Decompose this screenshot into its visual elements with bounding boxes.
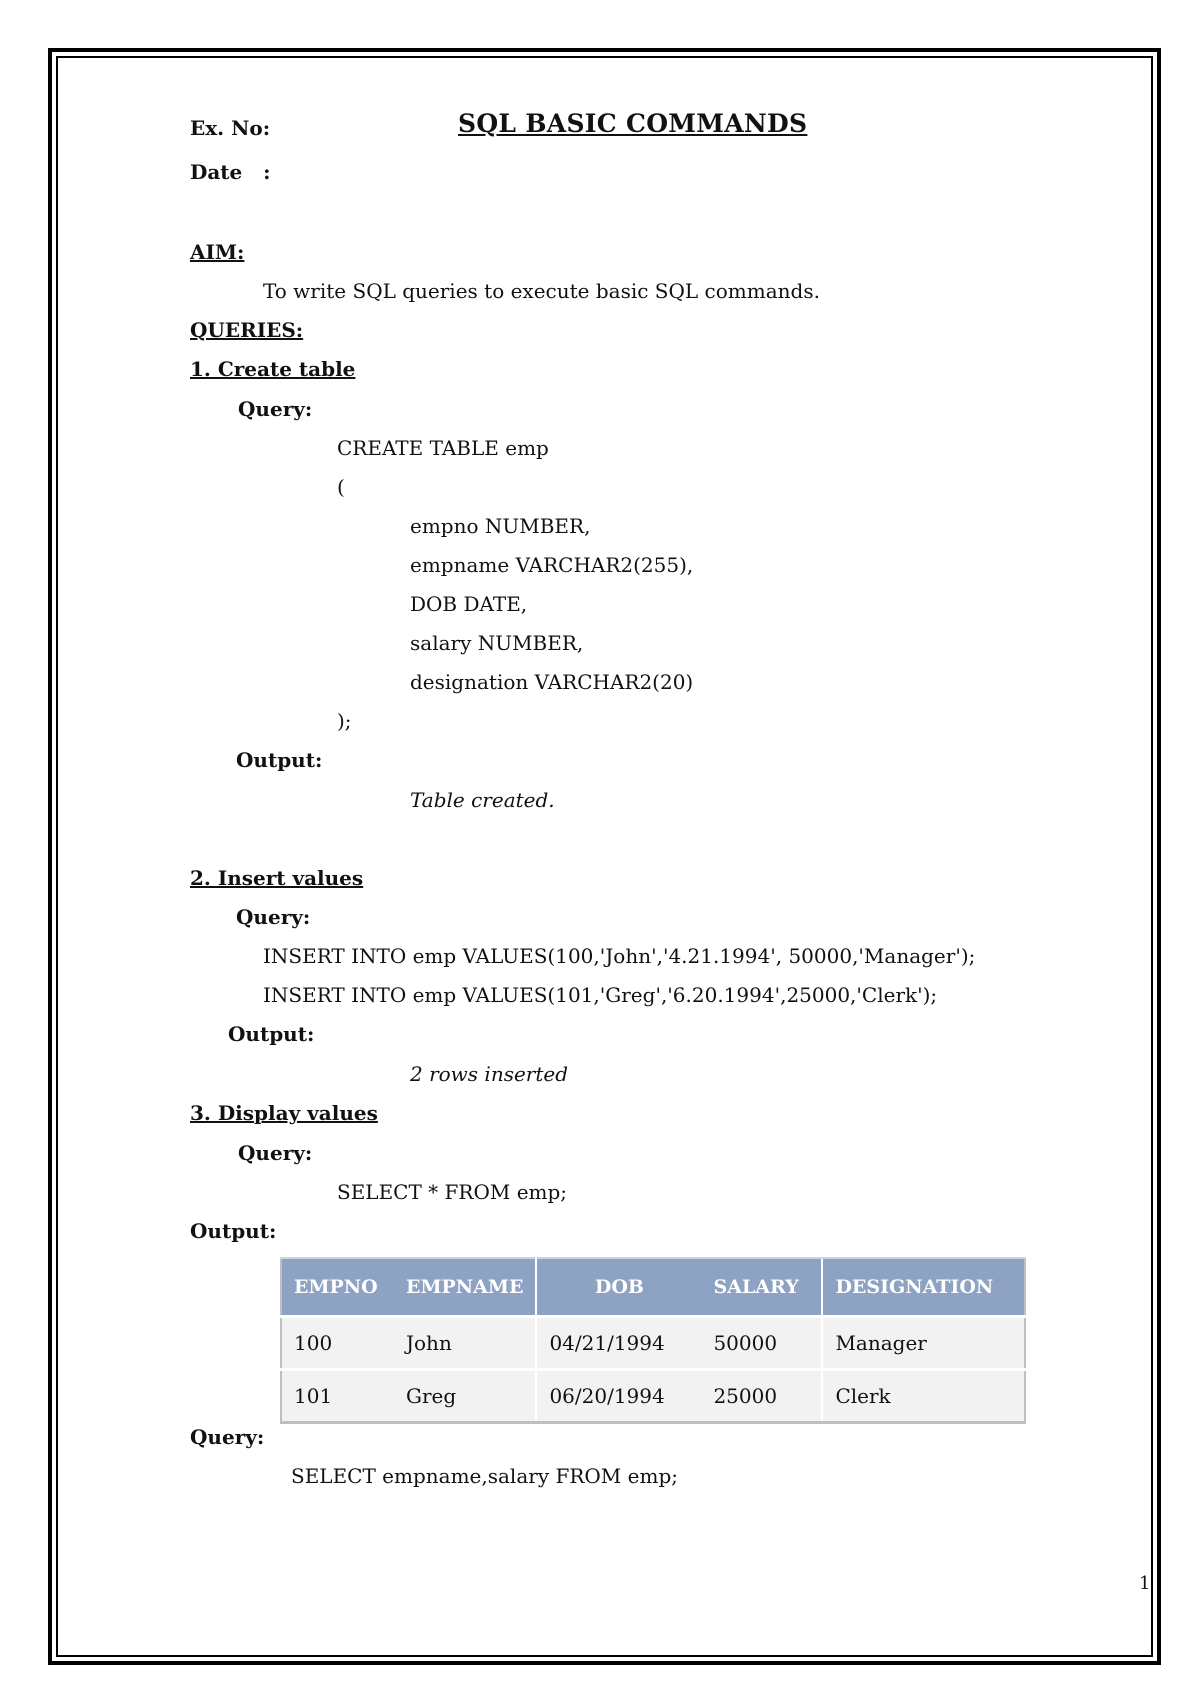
code-line: INSERT INTO emp VALUES(100,'John','4.21.1994', 50000,'Manager'); bbox=[263, 944, 976, 968]
cell-empname: John bbox=[394, 1317, 536, 1370]
section2-heading: 2. Insert values bbox=[190, 866, 364, 890]
section1-heading: 1. Create table bbox=[190, 357, 356, 381]
section3-query-label: Query: bbox=[238, 1141, 313, 1165]
table-header-row bbox=[281, 1258, 1025, 1317]
cell-empno: 101 bbox=[281, 1370, 394, 1423]
section2-output: 2 rows inserted bbox=[410, 1062, 569, 1086]
section3-query2-label: Query: bbox=[190, 1425, 265, 1449]
code-line: CREATE TABLE emp bbox=[337, 436, 549, 460]
code-line: empname VARCHAR2(255), bbox=[410, 553, 694, 577]
col-header-empname: EMPNAME bbox=[394, 1258, 536, 1317]
section2-output-label: Output: bbox=[228, 1022, 315, 1046]
code-line: ); bbox=[337, 709, 352, 733]
cell-dob: 04/21/1994 bbox=[536, 1317, 701, 1370]
code-line: empno NUMBER, bbox=[410, 514, 591, 538]
section3-heading: 3. Display values bbox=[190, 1101, 378, 1125]
section1-output-label: Output: bbox=[236, 748, 323, 772]
cell-empno: 100 bbox=[281, 1317, 394, 1370]
code-line: ( bbox=[337, 475, 345, 499]
section3-output-label: Output: bbox=[190, 1219, 277, 1243]
cell-salary: 50000 bbox=[701, 1317, 822, 1370]
code-line: SELECT empname,salary FROM emp; bbox=[291, 1464, 678, 1488]
code-line: DOB DATE, bbox=[410, 592, 528, 616]
code-line: SELECT * FROM emp; bbox=[337, 1180, 568, 1204]
queries-heading: QUERIES: bbox=[190, 318, 304, 342]
table-row bbox=[281, 1370, 1025, 1423]
page-title: SQL BASIC COMMANDS bbox=[458, 109, 808, 138]
cell-designation: Clerk bbox=[822, 1370, 1025, 1423]
code-line: designation VARCHAR2(20) bbox=[410, 670, 694, 694]
aim-text: To write SQL queries to execute basic SQL commands. bbox=[263, 279, 820, 303]
table-row bbox=[281, 1317, 1025, 1370]
emp-table bbox=[280, 1257, 1026, 1424]
code-line: INSERT INTO emp VALUES(101,'Greg','6.20.1994',25000,'Clerk'); bbox=[263, 983, 938, 1007]
section2-query-label: Query: bbox=[236, 905, 311, 929]
col-header-empno: EMPNO bbox=[281, 1258, 394, 1317]
aim-heading: AIM: bbox=[190, 240, 245, 264]
col-header-salary: SALARY bbox=[701, 1258, 822, 1317]
ex-no-label: Ex. No: bbox=[190, 116, 271, 140]
section1-query-label: Query: bbox=[238, 397, 313, 421]
cell-salary: 25000 bbox=[701, 1370, 822, 1423]
col-header-designation: DESIGNATION bbox=[822, 1258, 1025, 1317]
page-number: 1 bbox=[1139, 1573, 1151, 1594]
cell-dob: 06/20/1994 bbox=[536, 1370, 701, 1423]
col-header-dob: DOB bbox=[536, 1258, 701, 1317]
cell-designation: Manager bbox=[822, 1317, 1025, 1370]
code-line: salary NUMBER, bbox=[410, 631, 584, 655]
section1-output: Table created. bbox=[410, 788, 555, 812]
date-label: Date : bbox=[190, 160, 271, 184]
cell-empname: Greg bbox=[394, 1370, 536, 1423]
